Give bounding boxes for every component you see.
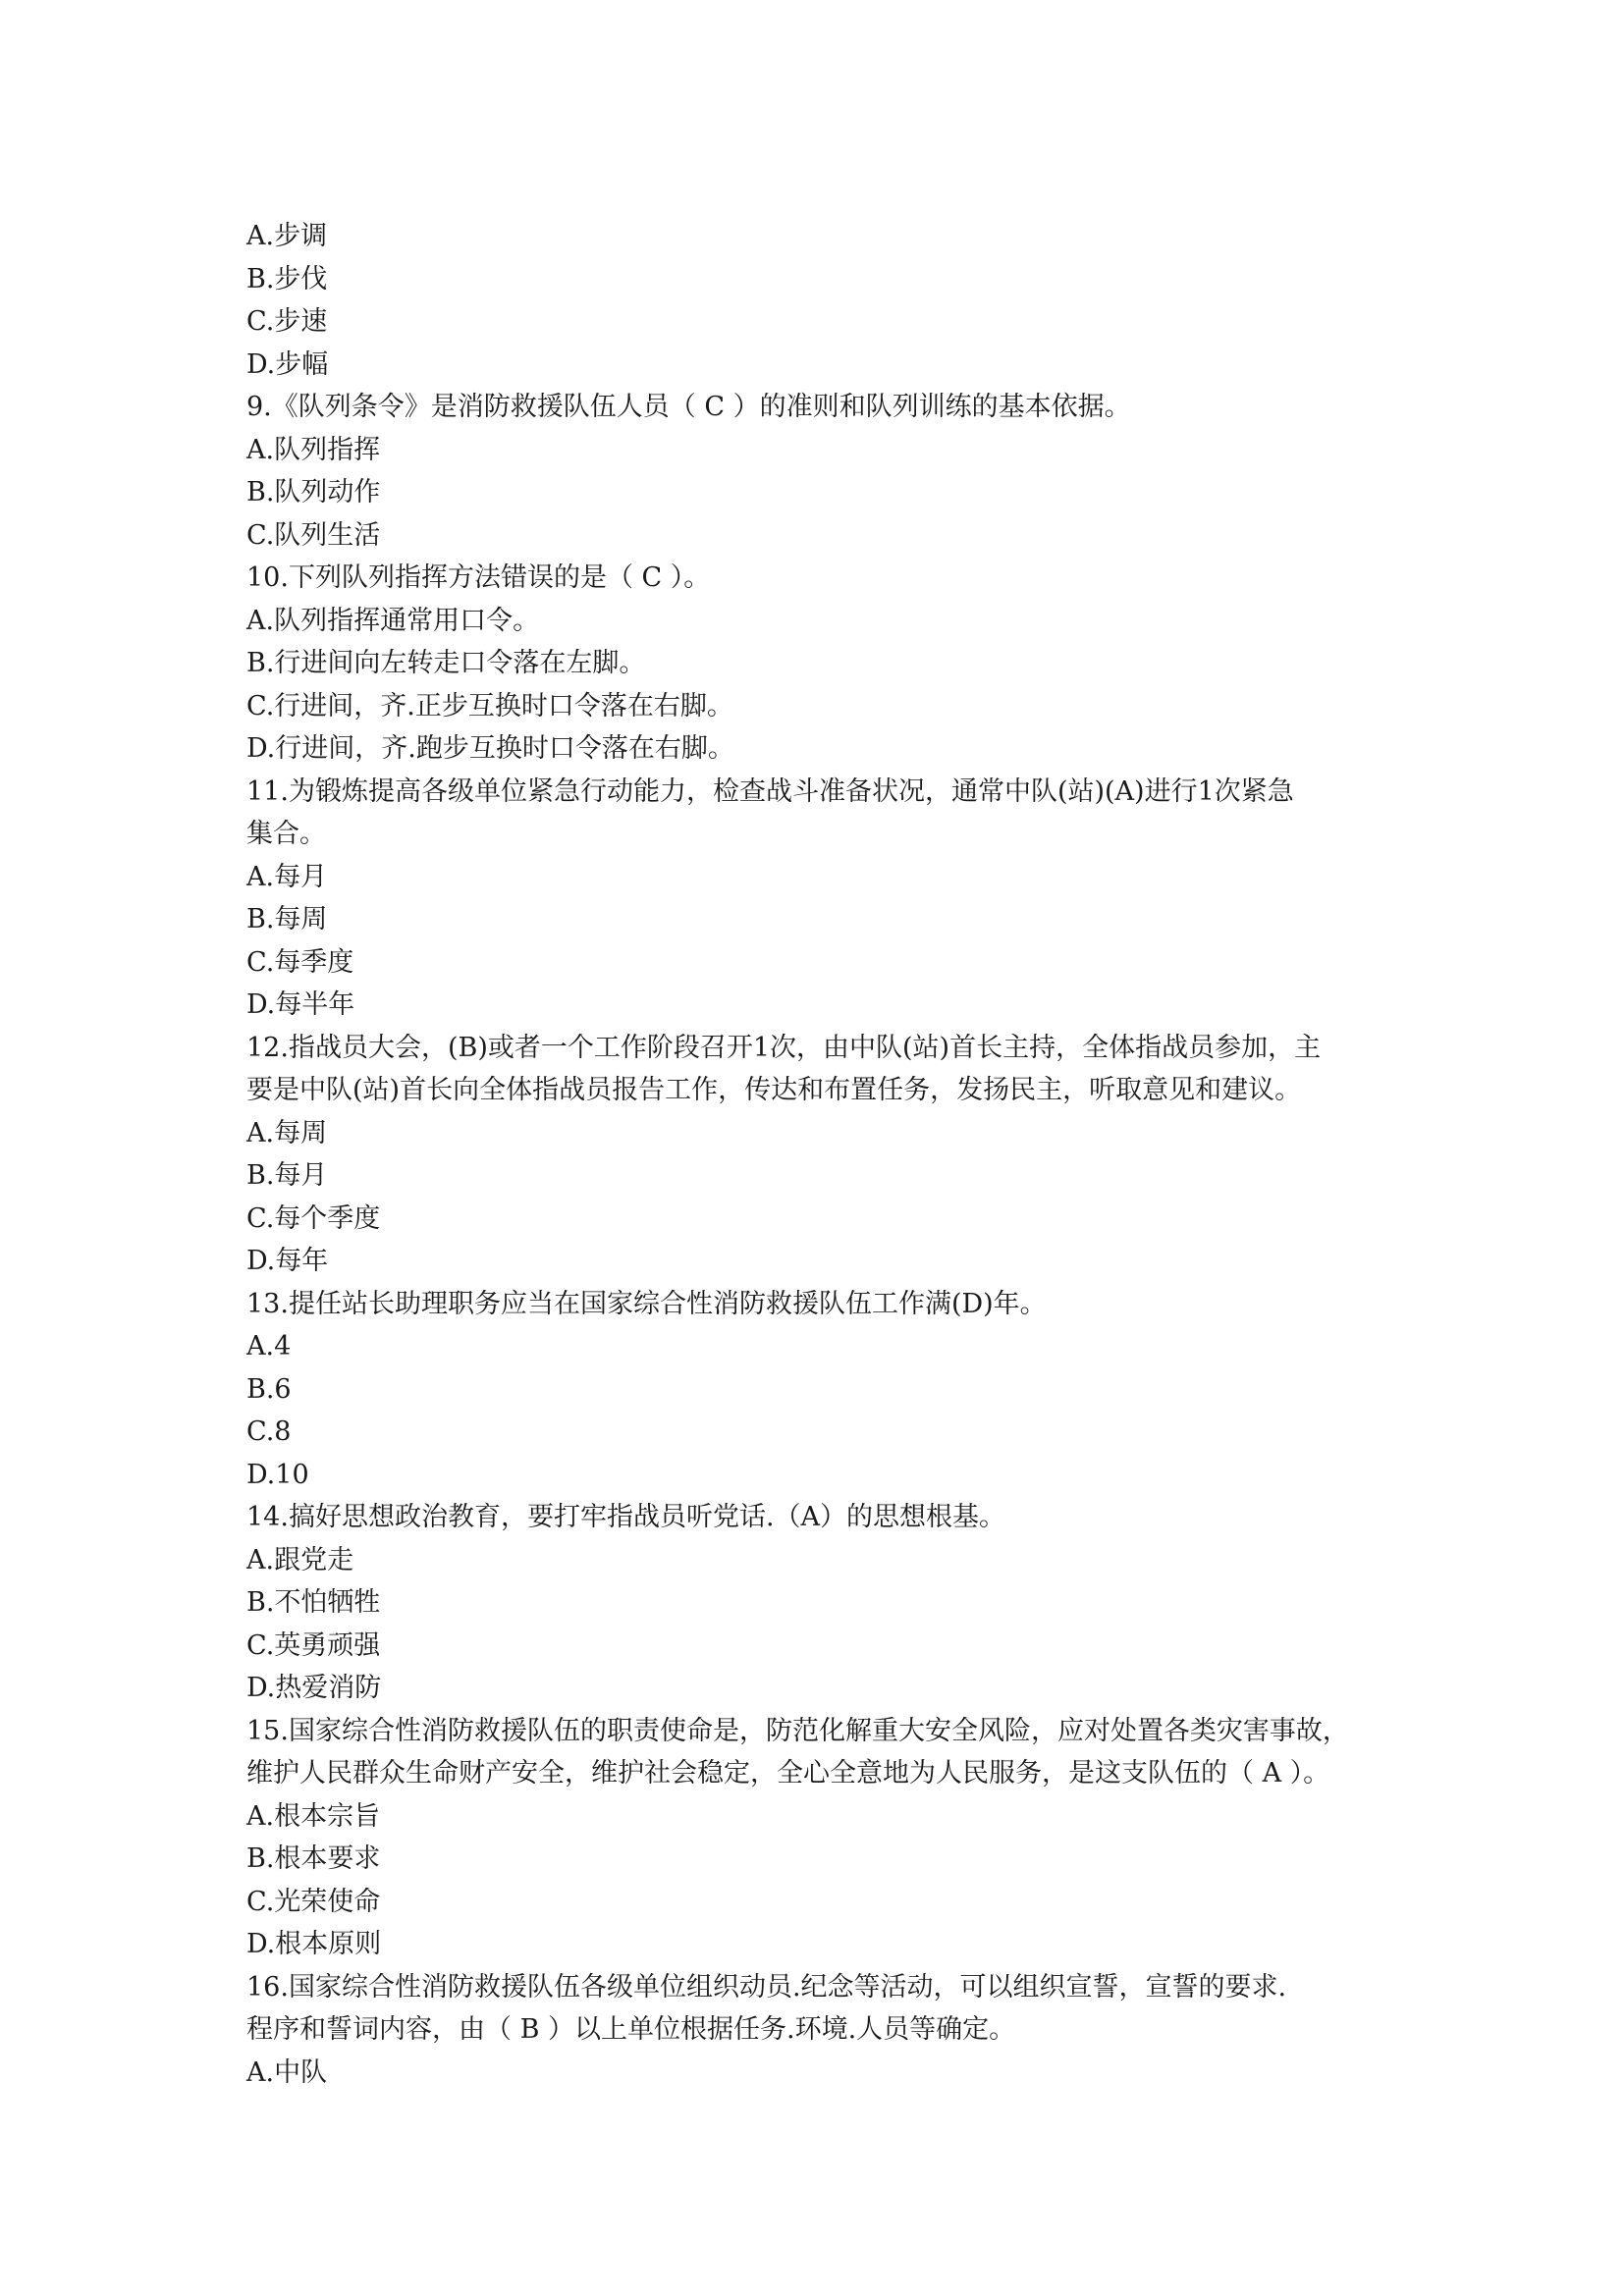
text-line: 要是中队(站)首长向全体指战员报告工作，传达和布置任务，发扬民主，听取意见和建议。: [246, 1075, 1302, 1105]
text-line: B.每周: [246, 904, 328, 934]
text-line: A.每月: [246, 861, 328, 892]
text-line: 9.《队列条令》是消防救援队伍人员（ C ）的准则和队列训练的基本依据。: [246, 392, 1131, 422]
text-line: C.每个季度: [246, 1202, 381, 1234]
text-line: B.队列动作: [246, 477, 381, 507]
text-line: C.英勇顽强: [246, 1629, 381, 1661]
text-line: D.根本原则: [246, 1929, 382, 1959]
text-line: 集合。: [246, 819, 326, 849]
text-line: B.每月: [246, 1160, 328, 1191]
text-line: B.行进间向左转走口令落在左脚。: [246, 648, 646, 678]
text-line: 程序和誓词内容，由（ B ）以上单位根据任务.环境.人员等确定。: [246, 2014, 1016, 2045]
text-line: 12.指战员大会，(B)或者一个工作阶段召开1次，由中队(站)首长主持，全体指战员参加，主: [246, 1032, 1322, 1063]
text-line: 10.下列队列指挥方法错误的是（ C ）。: [246, 562, 711, 593]
text-line: C.队列生活: [246, 519, 381, 551]
text-line: C.每季度: [246, 946, 354, 978]
text-line: D.每年: [246, 1246, 329, 1276]
text-line: B.步伐: [246, 263, 328, 294]
text-line: D.10: [246, 1459, 309, 1490]
text-line: A.步调: [246, 221, 328, 251]
text-line: A.队列指挥通常用口令。: [246, 605, 540, 636]
text-line: A.队列指挥: [246, 434, 381, 465]
text-line: B.不怕牺牲: [246, 1587, 381, 1618]
text-line: A.中队: [246, 2056, 328, 2088]
text-line: 13.提任站长助理职务应当在国家综合性消防救援队伍工作满(D)年。: [246, 1288, 1047, 1319]
text-line: A.根本宗旨: [246, 1800, 381, 1832]
text-line: B.根本要求: [246, 1843, 381, 1874]
text-line: B.6: [246, 1373, 292, 1405]
text-line: 15.国家综合性消防救援队伍的职责使命是，防范化解重大安全风险，应对处置各类灾害事故，: [246, 1715, 1349, 1746]
text-line: 维护人民群众生命财产安全，维护社会稳定，全心全意地为人民服务，是这支队伍的（ A ）。: [246, 1758, 1330, 1789]
text-line: C.8: [246, 1416, 292, 1447]
text-line: 16.国家综合性消防救援队伍各级单位组织动员.纪念等活动，可以组织宣誓，宣誓的要求.: [246, 1971, 1287, 2002]
text-line: D.行进间，齐.跑步互换时口令落在右脚。: [246, 733, 734, 764]
text-line: C.步速: [246, 306, 328, 337]
text-line: C.行进间，齐.正步互换时口令落在右脚。: [246, 690, 733, 721]
question-text-body: [246, 215, 1395, 2094]
text-line: C.光荣使命: [246, 1886, 381, 1917]
text-line: D.热爱消防: [246, 1673, 382, 1703]
text-line: D.每半年: [246, 989, 355, 1020]
text-line: 14.搞好思想政治教育，要打牢指战员听党话.（A）的思想根基。: [246, 1502, 1006, 1532]
text-line: A.每周: [246, 1117, 328, 1148]
text-line: A.跟党走: [246, 1544, 354, 1575]
text-line: A.4: [246, 1331, 292, 1362]
text-line: 11.为锻炼提高各级单位紧急行动能力，检查战斗准备状况，通常中队(站)(A)进行1次紧急: [246, 775, 1294, 807]
text-line: D.步幅: [246, 348, 329, 380]
